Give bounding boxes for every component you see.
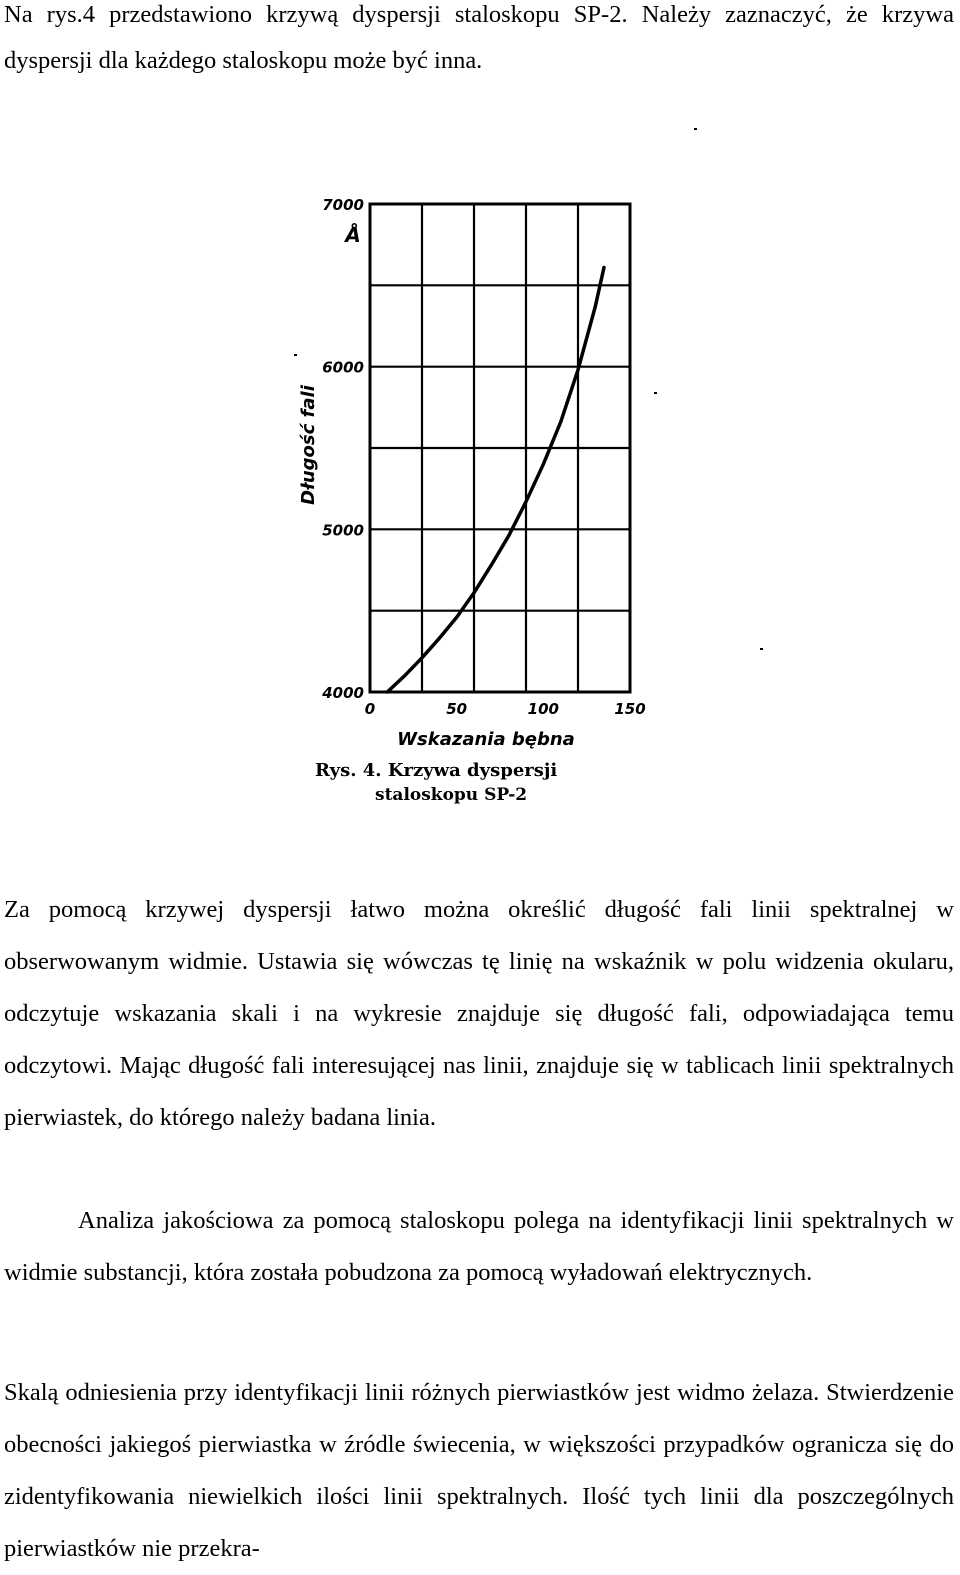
x-axis-label: Wskazania bębna: [397, 729, 575, 750]
x-tick-label: 100: [527, 700, 559, 718]
x-tick-label: 0: [364, 700, 376, 718]
intro-paragraph: Na rys.4 przedstawiono krzywą dyspersji staloskopu SP-2. Należy zaznaczyć, że krzywa dyspersji dla każdego staloskopu może być inna.: [4, 1, 954, 74]
dispersion-chart: [290, 180, 650, 810]
dispersion-curve: [387, 267, 604, 692]
figure-caption-line1: Rys. 4. Krzywa dyspersji: [315, 760, 558, 781]
y-tick-label: 4000: [322, 684, 364, 702]
x-tick-label: 50: [446, 700, 468, 718]
y-tick-label: 5000: [322, 521, 364, 540]
chart-grid: [370, 204, 630, 692]
y-tick-label: 6000: [322, 358, 364, 377]
scan-speck: [654, 392, 657, 394]
scan-speck: [294, 354, 297, 356]
y-axis-label: Długość fali: [298, 385, 319, 505]
figure-caption-line2: staloskopu SP-2: [375, 785, 528, 805]
x-tick-label: 150: [614, 700, 646, 718]
dispersion-figure: [290, 180, 650, 810]
paragraph-1: Za pomocą krzywej dyspersji łatwo można określić długość fali linii spektralnej w obserwowanym widmie. Ustawia się wówczas tę linię na wskaźnik w polu widzenia okularu, odczytuje wskazania skali i na wykresie znajduje się długość fali, odpowiadająca temu odczytowi. Mając długość fali interesującej nas linii, znajduje się w tablicach linii spektralnych pierwiastek, do którego należy badana linia.: [4, 896, 954, 1131]
scan-speck: [694, 128, 697, 130]
y-tick-label: 7000: [322, 196, 364, 214]
scan-speck: [760, 648, 763, 650]
y-axis-unit: Å: [345, 223, 361, 247]
paragraph-2: Analiza jakościowa za pomocą staloskopu polega na identyfikacji linii spektralnych w widmie substancji, która została pobudzona za pomocą wyładowań elektrycznych.: [4, 1207, 954, 1286]
paragraph-3: Skalą odniesienia przy identyfikacji linii różnych pierwiastków jest widmo żelaza. Stwierdzenie obecności jakiegoś pierwiastka w źródle świecenia, w większości przypadków ogranicza się do zidentyfikowania niewielkich ilości linii spektralnych. Ilość tych linii dla poszczególnych pierwiastków nie przekra-: [4, 1379, 954, 1562]
